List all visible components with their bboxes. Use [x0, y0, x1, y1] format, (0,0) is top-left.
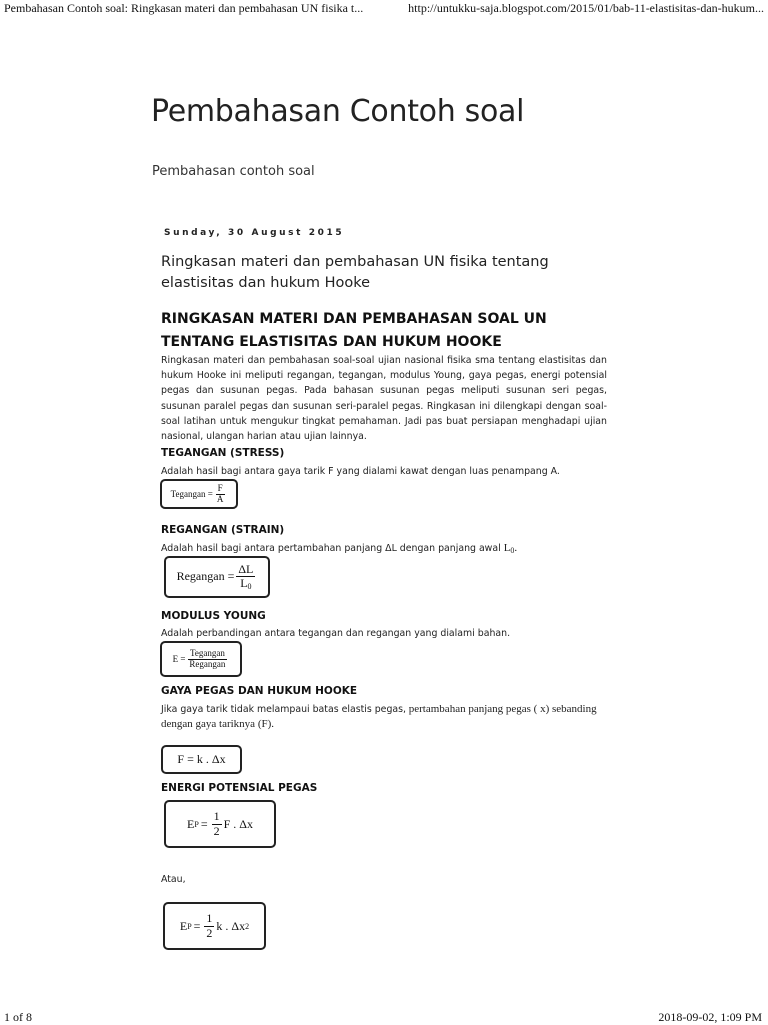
- lhs-subscript: P: [194, 819, 199, 829]
- text-tegangan: Adalah hasil bagi antara gaya tarik F yang dialami kawat dengan luas penampang A.: [161, 466, 560, 477]
- post-title[interactable]: Ringkasan materi dan pembahasan UN fisika tentang elastisitas dan hukum Hooke: [161, 254, 549, 291]
- fraction: [187, 649, 227, 670]
- formula-lhs: E: [187, 816, 195, 831]
- denominator: Regangan: [189, 658, 226, 669]
- heading-energi-potensial: ENERGI POTENSIAL PEGAS: [161, 782, 318, 794]
- print-timestamp: 2018-09-02, 1:09 PM: [658, 1010, 762, 1024]
- page-url[interactable]: http://untukku-saja.blogspot.com/2015/01/bab-11-elastisitas-dan-hukum...: [408, 1, 764, 15]
- formula-lhs: E =: [172, 654, 186, 664]
- denominator: 2: [213, 823, 220, 838]
- heading-modulus-young: MODULUS YOUNG: [161, 610, 266, 622]
- section-title: RINGKASAN MATERI DAN PEMBAHASAN SOAL UN TENTANG ELASTISITAS DAN HUKUM HOOKE: [161, 311, 547, 350]
- denominator: L: [240, 575, 248, 590]
- denominator: 2: [206, 925, 213, 940]
- numerator: 1: [206, 911, 213, 926]
- text-gaya-pegas: [161, 702, 601, 732]
- formula-energi-2: [163, 902, 266, 950]
- formula-energi-1: [164, 800, 276, 848]
- formula-lhs: Regangan =: [176, 569, 235, 584]
- post-date: Sunday, 30 August 2015: [164, 228, 345, 238]
- numerator: 1: [213, 809, 220, 824]
- numerator: F: [217, 482, 223, 493]
- formula-hooke: [161, 745, 242, 774]
- print-footer: [0, 1008, 768, 1024]
- text-regangan-body: Adalah hasil bagi antara pertambahan panjang ΔL dengan panjang awal: [161, 543, 501, 554]
- fraction: [236, 563, 255, 592]
- formula-rhs: F . Δx: [223, 816, 253, 831]
- period: .: [514, 542, 518, 554]
- formula-tegangan: [160, 479, 238, 509]
- text-modulus-young: Adalah perbandingan antara tegangan dan regangan yang dialami bahan.: [161, 628, 511, 639]
- text-atau: Atau,: [161, 874, 186, 885]
- fraction: [212, 810, 222, 837]
- denominator: A: [216, 493, 224, 504]
- numerator: ΔL: [238, 561, 254, 576]
- equals-sign: =: [193, 918, 201, 933]
- l-subscript: 0: [510, 546, 515, 555]
- text-regangan: [161, 542, 517, 555]
- page-title-header: Pembahasan Contoh soal: Ringkasan materi dan pembahasan UN fisika t...: [4, 1, 364, 15]
- blog-description: Pembahasan contoh soal: [152, 164, 315, 179]
- denominator-subscript: 0: [247, 581, 252, 591]
- print-header: [0, 0, 768, 16]
- numerator: Tegangan: [189, 647, 225, 658]
- formula-hooke-text: F = k . Δx: [177, 752, 226, 766]
- formula-rhs: k . Δx: [216, 918, 246, 933]
- intro-paragraph: Ringkasan materi dan pembahasan soal-soal ujian nasional fisika sma tentang elastisitas dan hukum Hooke ini meliputi regangan, tegangan, modulus Young, gaya pegas, energi potensial pegas dan susunan pegas. Pada bahasan susunan pegas meliputi susunan seri pegas, susunan paralel pegas dan susunan seri-paralel pegas. Ringkasan ini dilengkapi dengan soal-soal latihan untuk mengukur tingkat pemahaman. Jadi pas buat persiapan menghadapi ujian nasional, ulangan harian atau ujian lainnya.: [161, 355, 607, 443]
- text-gaya-pegas-body: pertambahan panjang pegas ( x) sebanding dengan gaya tariknya (F).: [161, 703, 597, 730]
- fraction: [204, 912, 214, 939]
- l-symbol: L: [503, 542, 511, 554]
- formula-lhs: Tegangan =: [170, 489, 213, 499]
- formula-modulus-young: [160, 641, 242, 677]
- heading-gaya-pegas: GAYA PEGAS DAN HUKUM HOOKE: [161, 685, 358, 697]
- fraction: [215, 484, 226, 505]
- formula-regangan: [164, 556, 270, 598]
- heading-tegangan: TEGANGAN (STRESS): [161, 447, 285, 459]
- heading-regangan: REGANGAN (STRAIN): [161, 524, 285, 536]
- text-gaya-pegas-start: Jika gaya tarik tidak melampaui batas elastis pegas,: [161, 704, 407, 715]
- superscript: 2: [245, 921, 250, 931]
- page-count: 1 of 8: [4, 1010, 32, 1024]
- equals-sign: =: [200, 816, 208, 831]
- lhs-subscript: P: [187, 921, 192, 931]
- formula-lhs: E: [179, 918, 188, 933]
- blog-title[interactable]: Pembahasan Contoh soal: [151, 94, 525, 129]
